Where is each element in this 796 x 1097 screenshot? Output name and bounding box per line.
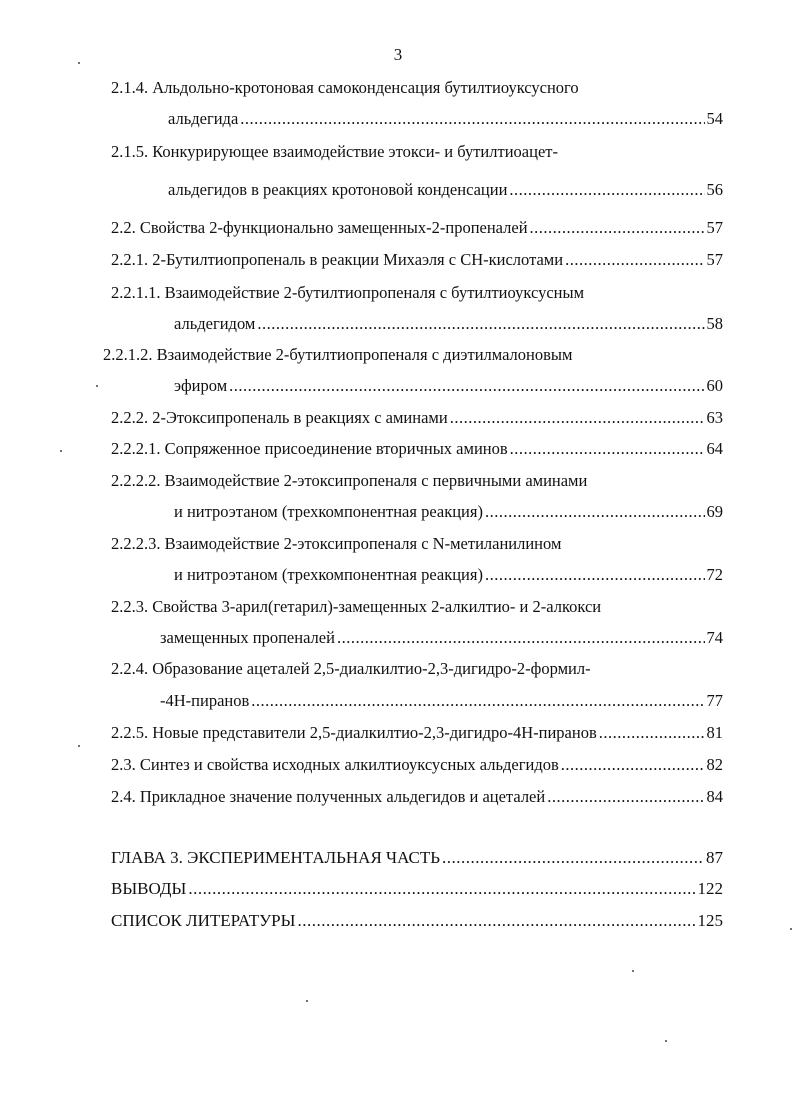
toc-page-number: 122 (697, 879, 723, 898)
toc-page-number: 84 (706, 787, 723, 806)
scan-speck (96, 385, 98, 387)
dot-leader (297, 909, 695, 933)
dot-leader (485, 563, 705, 587)
toc-entry-title: 2.2.2.1. Сопряженное присоединение вторичных аминов (111, 439, 508, 458)
toc-entry-2-1-4[interactable] (168, 107, 723, 131)
scan-speck (306, 1000, 308, 1002)
toc-entry-2-1-5-line1: 2.1.5. Конкурирующее взаимодействие этокси- и бутилтиоацет- (111, 142, 558, 161)
toc-chapter-conclusions[interactable] (111, 877, 723, 901)
toc-page-number: 54 (706, 109, 723, 128)
toc-entry-2-2[interactable] (111, 216, 723, 240)
toc-chapter-title: ВЫВОДЫ (111, 879, 187, 898)
toc-entry-title: 2.2. Свойства 2-функционально замещенных-2-пропеналей (111, 218, 528, 237)
toc-entry-2-2-1-1[interactable] (174, 312, 723, 336)
toc-page-number: 77 (706, 691, 723, 710)
toc-entry-2-2-2[interactable] (111, 406, 723, 430)
toc-page-number: 60 (706, 376, 723, 395)
toc-chapter-references[interactable] (111, 909, 723, 933)
toc-entry-2-2-2-3[interactable] (174, 563, 723, 587)
scan-speck (632, 970, 634, 972)
dot-leader (450, 406, 705, 430)
toc-entry-title: эфиром (174, 376, 228, 395)
toc-entry-title: альдегида (168, 109, 239, 128)
dot-leader (599, 721, 705, 745)
dot-leader (188, 877, 695, 901)
toc-entry-2-2-1[interactable] (111, 248, 723, 272)
toc-entry-2-2-4[interactable] (160, 689, 723, 713)
scan-speck (78, 745, 80, 747)
toc-entry-2-2-1-2-line1: 2.2.1.2. Взаимодействие 2-бутилтиопропеналя с диэтилмалоновым (103, 345, 573, 364)
toc-page-number: 57 (706, 218, 723, 237)
page-number: 3 (393, 45, 403, 64)
toc-page-number: 56 (706, 180, 723, 199)
toc-page-number: 87 (706, 848, 723, 867)
toc-entry-2-4[interactable] (111, 785, 723, 809)
toc-chapter-title: СПИСОК ЛИТЕРАТУРЫ (111, 911, 296, 930)
toc-page-number: 74 (706, 628, 723, 647)
toc-chapter-3[interactable] (111, 846, 723, 870)
toc-page-number: 63 (706, 408, 723, 427)
toc-entry-title: и нитроэтаном (трехкомпонентная реакция) (174, 565, 483, 584)
dot-leader (240, 107, 704, 131)
toc-entry-title: 2.2.5. Новые представители 2,5-диалкилтио-2,3-дигидро-4H-пиранов (111, 723, 597, 742)
toc-entry-2-2-1-2[interactable] (174, 374, 723, 398)
toc-entry-title: -4H-пиранов (160, 691, 250, 710)
toc-page-number: 57 (706, 250, 723, 269)
toc-entry-title: альдегидом (174, 314, 256, 333)
toc-entry-2-3[interactable] (111, 753, 723, 777)
dot-leader (229, 374, 704, 398)
toc-entry-2-2-2-2[interactable] (174, 500, 723, 524)
toc-entry-2-1-4-line1: 2.1.4. Альдольно-кротоновая самоконденсация бутилтиоуксусного (111, 78, 579, 97)
toc-entry-title: 2.4. Прикладное значение полученных альдегидов и ацеталей (111, 787, 546, 806)
toc-page-number: 58 (706, 314, 723, 333)
toc-entry-title: 2.2.1. 2-Бутилтиопропеналь в реакции Михаэля с CH-кислотами (111, 250, 564, 269)
toc-entry-2-2-1-1-line1: 2.2.1.1. Взаимодействие 2-бутилтиопропеналя с бутилтиоуксусным (111, 283, 585, 302)
toc-entry-2-2-5[interactable] (111, 721, 723, 745)
toc-entry-2-2-2-3-line1: 2.2.2.3. Взаимодействие 2-этоксипропеналя с N-метиланилином (111, 534, 562, 553)
toc-page-number: 125 (697, 911, 723, 930)
dot-leader (337, 626, 705, 650)
toc-entry-2-2-2-2-line1: 2.2.2.2. Взаимодействие 2-этоксипропеналя с первичными аминами (111, 471, 588, 490)
dot-leader (257, 312, 704, 336)
toc-page-number: 69 (706, 502, 723, 521)
dot-leader (565, 248, 704, 272)
toc-entry-2-2-2-1[interactable] (111, 437, 723, 461)
toc-entry-2-1-5[interactable] (168, 178, 723, 202)
dot-leader (510, 437, 705, 461)
toc-page-number: 81 (706, 723, 723, 742)
dot-leader (547, 785, 704, 809)
scan-speck (790, 928, 792, 930)
toc-entry-2-2-4-line1: 2.2.4. Образование ацеталей 2,5-диалкилтио-2,3-дигидро-2-формил- (111, 659, 591, 678)
toc-entry-title: альдегидов в реакциях кротоновой конденсации (168, 180, 508, 199)
toc-entry-2-2-3[interactable] (160, 626, 723, 650)
dot-leader (485, 500, 705, 524)
toc-page-number: 82 (706, 755, 723, 774)
toc-page-number: 72 (706, 565, 723, 584)
toc-entry-2-2-3-line1: 2.2.3. Свойства 3-арил(гетарил)-замещенных 2-алкилтио- и 2-алкокси (111, 597, 602, 616)
dot-leader (561, 753, 705, 777)
dot-leader (530, 216, 705, 240)
toc-entry-title: 2.2.2. 2-Этоксипропеналь в реакциях с аминами (111, 408, 448, 427)
dot-leader (442, 846, 704, 870)
scan-speck (78, 62, 80, 64)
scan-speck (60, 450, 62, 452)
dot-leader (251, 689, 704, 713)
dot-leader (509, 178, 704, 202)
toc-chapter-title: ГЛАВА 3. ЭКСПЕРИМЕНТАЛЬНАЯ ЧАСТЬ (111, 848, 441, 867)
toc-entry-title: 2.3. Синтез и свойства исходных алкилтиоуксусных альдегидов (111, 755, 559, 774)
toc-page-number: 64 (706, 439, 723, 458)
toc-entry-title: замещенных пропеналей (160, 628, 335, 647)
scan-speck (665, 1040, 667, 1042)
toc-entry-title: и нитроэтаном (трехкомпонентная реакция) (174, 502, 483, 521)
